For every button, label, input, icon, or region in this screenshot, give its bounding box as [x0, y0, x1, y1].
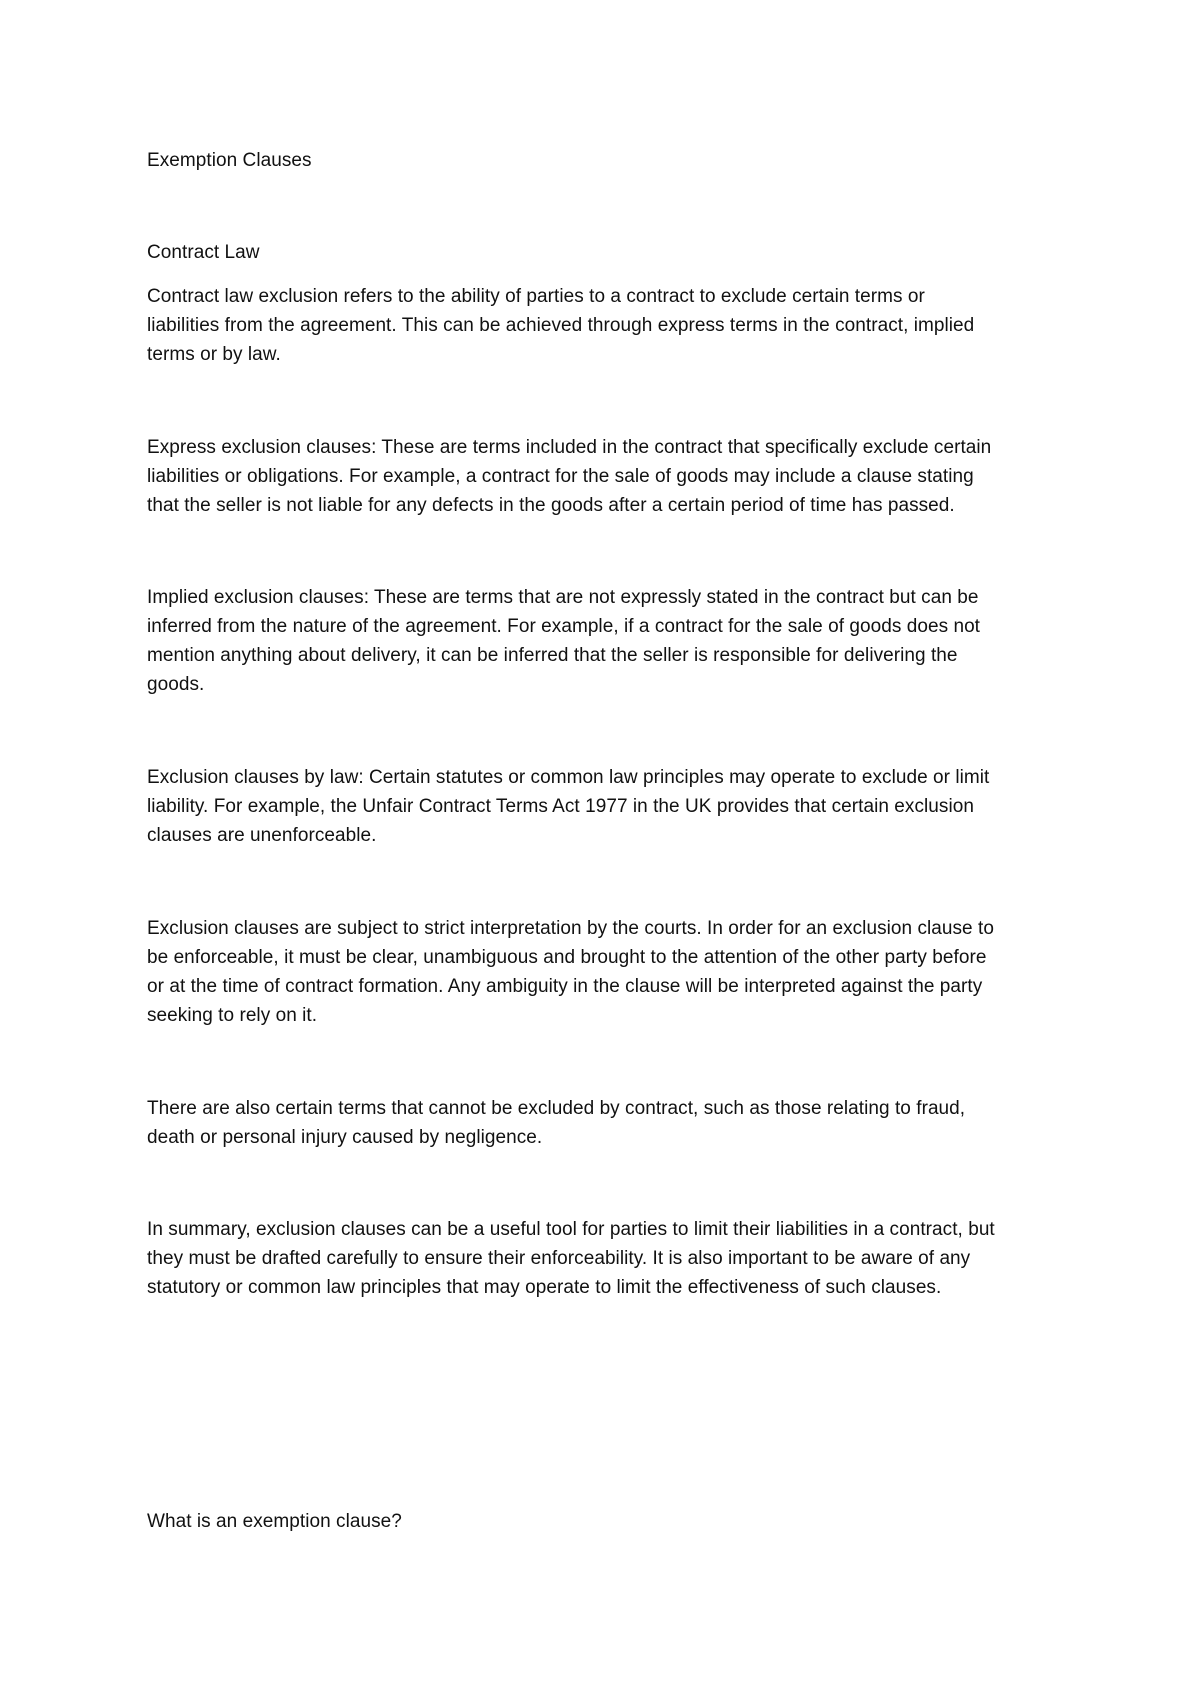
document-title: Exemption Clauses [147, 150, 312, 171]
paragraph-line: terms or by law. [147, 344, 281, 365]
section-heading: Contract Law [147, 242, 260, 263]
paragraph-line: that the seller is not liable for any defects in the goods after a certain period of time has passed. [147, 495, 955, 516]
paragraph-line: In summary, exclusion clauses can be a useful tool for parties to limit their liabilities in a contract, but [147, 1219, 995, 1240]
closing-question: What is an exemption clause? [147, 1511, 402, 1532]
paragraph-line: There are also certain terms that cannot be excluded by contract, such as those relating to fraud, [147, 1098, 966, 1119]
paragraph-line: inferred from the nature of the agreement. For example, if a contract for the sale of goods does not [147, 616, 981, 637]
paragraph-line: Contract law exclusion refers to the ability of parties to a contract to exclude certain terms or [147, 286, 925, 307]
paragraph-line: seeking to rely on it. [147, 1005, 318, 1026]
paragraph-line: statutory or common law principles that may operate to limit the effectiveness of such clauses. [147, 1277, 942, 1298]
paragraph-line: liabilities or obligations. For example, a contract for the sale of goods may include a clause stating [147, 466, 974, 487]
paragraph-line: liability. For example, the Unfair Contract Terms Act 1977 in the UK provides that certain exclusion [147, 796, 974, 817]
paragraph-line: clauses are unenforceable. [147, 825, 377, 846]
paragraph-line: Implied exclusion clauses: These are terms that are not expressly stated in the contract but can be [147, 587, 979, 608]
paragraph-line: or at the time of contract formation. Any ambiguity in the clause will be interpreted against the party [147, 976, 983, 997]
paragraph-line: death or personal injury caused by negligence. [147, 1127, 543, 1148]
paragraph-line: Exclusion clauses are subject to strict interpretation by the courts. In order for an exclusion clause to [147, 918, 994, 939]
paragraph-line: goods. [147, 674, 205, 695]
paragraph-line: mention anything about delivery, it can be inferred that the seller is responsible for delivering the [147, 645, 958, 666]
paragraph-line: Express exclusion clauses: These are terms included in the contract that specifically exclude certain [147, 437, 992, 458]
paragraph-line: liabilities from the agreement. This can be achieved through express terms in the contract, implied [147, 315, 975, 336]
paragraph-line: they must be drafted carefully to ensure their enforceability. It is also important to be aware of any [147, 1248, 971, 1269]
paragraph-line: be enforceable, it must be clear, unambiguous and brought to the attention of the other party before [147, 947, 987, 968]
paragraph-line: Exclusion clauses by law: Certain statutes or common law principles may operate to exclude or limit [147, 767, 990, 788]
